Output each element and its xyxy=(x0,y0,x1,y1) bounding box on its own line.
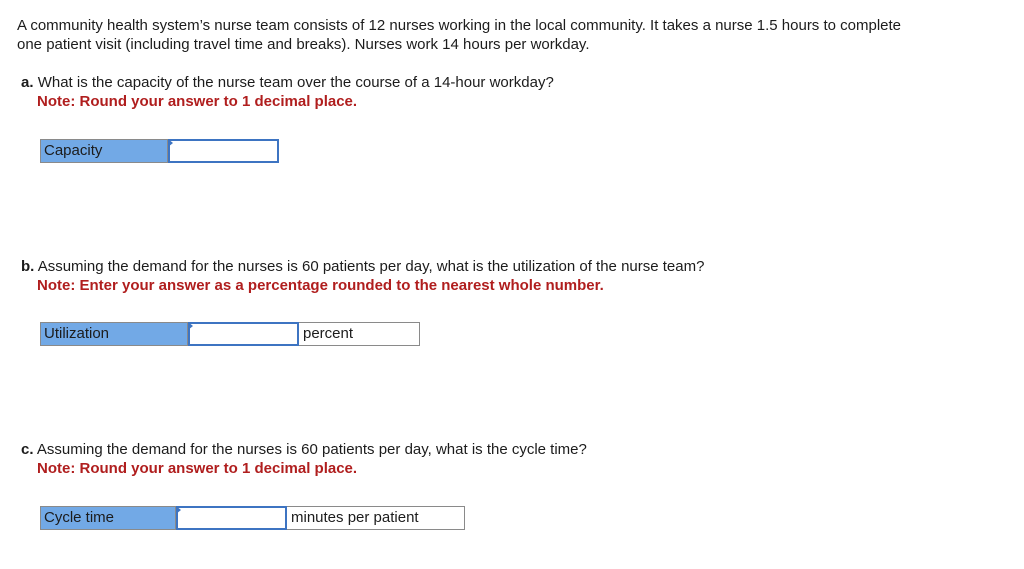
question-b-text: Assuming the demand for the nurses is 60 patients per day, what is the utilization of the nurse team? xyxy=(37,258,705,275)
capacity-answer-row xyxy=(40,139,279,163)
input-flag-icon xyxy=(176,506,181,514)
capacity-input-wrapper xyxy=(168,139,279,163)
capacity-input[interactable] xyxy=(170,141,277,161)
cycle-time-unit: minutes per patient xyxy=(287,506,465,530)
question-c-letter: c. xyxy=(21,441,34,458)
question-c-text: Assuming the demand for the nurses is 60 patients per day, what is the cycle time? xyxy=(36,441,587,458)
question-c-note: Note: Round your answer to 1 decimal place. xyxy=(37,460,358,477)
question-b xyxy=(21,257,704,295)
capacity-label: Capacity xyxy=(40,139,168,163)
question-a-note: Note: Round your answer to 1 decimal place. xyxy=(37,93,358,110)
question-a xyxy=(21,73,554,111)
question-b-letter: b. xyxy=(21,258,35,275)
intro-line-2: one patient visit (including travel time and breaks). Nurses work 14 hours per workday. xyxy=(17,36,590,53)
utilization-answer-row xyxy=(40,322,420,346)
utilization-label: Utilization xyxy=(40,322,188,346)
cycle-time-input-wrapper xyxy=(176,506,287,530)
intro-line-1: A community health system’s nurse team consists of 12 nurses working in the local community. It takes a nurse 1.5 hours to complete xyxy=(17,17,902,34)
cycle-time-input[interactable] xyxy=(178,508,285,528)
utilization-input[interactable] xyxy=(190,324,297,344)
input-flag-icon xyxy=(188,322,193,330)
utilization-input-wrapper xyxy=(188,322,299,346)
question-b-note: Note: Enter your answer as a percentage rounded to the nearest whole number. xyxy=(37,277,604,294)
question-c xyxy=(21,440,587,478)
input-flag-icon xyxy=(168,139,173,147)
question-a-text: What is the capacity of the nurse team over the course of a 14-hour workday? xyxy=(37,74,554,91)
utilization-unit: percent xyxy=(299,322,420,346)
problem-statement xyxy=(17,16,1007,54)
cycle-time-answer-row xyxy=(40,506,465,530)
cycle-time-label: Cycle time xyxy=(40,506,176,530)
question-a-letter: a. xyxy=(21,74,34,91)
